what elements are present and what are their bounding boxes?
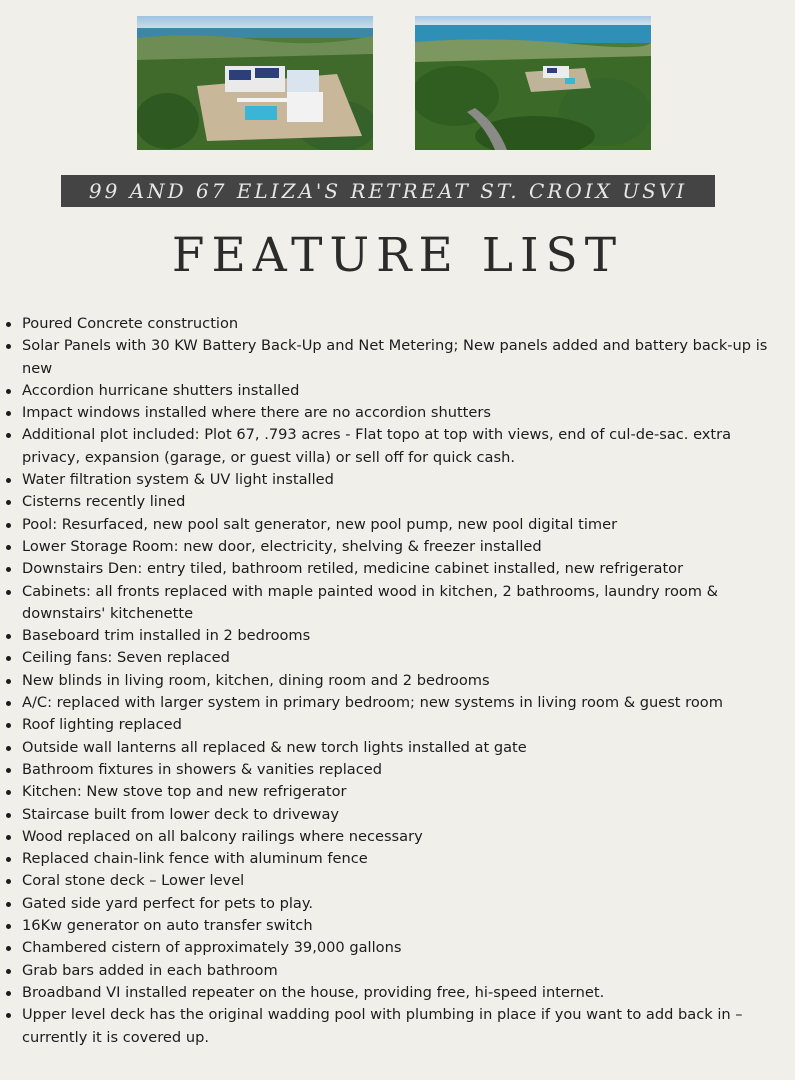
feature-item: Outside wall lanterns all replaced & new torch lights installed at gate: [0, 737, 795, 759]
feature-item: Baseboard trim installed in 2 bedrooms: [0, 625, 795, 647]
feature-item: A/C: replaced with larger system in primary bedroom; new systems in living room & guest room: [0, 692, 795, 714]
feature-item: Solar Panels with 30 KW Battery Back-Up and Net Metering; New panels added and battery back-up is new: [0, 335, 795, 380]
feature-item: Water filtration system & UV light installed: [0, 469, 795, 491]
aerial-hillside-photo: [415, 16, 651, 150]
feature-item: Pool: Resurfaced, new pool salt generator, new pool pump, new pool digital timer: [0, 514, 795, 536]
feature-list: [0, 313, 795, 1049]
feature-item: Coral stone deck – Lower level: [0, 870, 795, 892]
feature-item: Replaced chain-link fence with aluminum fence: [0, 848, 795, 870]
feature-item: Lower Storage Room: new door, electricity, shelving & freezer installed: [0, 536, 795, 558]
feature-item: Chambered cistern of approximately 39,000 gallons: [0, 937, 795, 959]
property-name-banner: [61, 175, 715, 207]
feature-item: Impact windows installed where there are no accordion shutters: [0, 402, 795, 424]
property-photo-right: [415, 16, 651, 150]
feature-item: New blinds in living room, kitchen, dining room and 2 bedrooms: [0, 670, 795, 692]
page-title: FEATURE LIST: [171, 228, 624, 283]
feature-item: 16Kw generator on auto transfer switch: [0, 915, 795, 937]
feature-item: Upper level deck has the original wadding pool with plumbing in place if you want to add back in – currently it is covered up.: [0, 1004, 795, 1049]
aerial-villa-photo: [137, 16, 373, 150]
feature-item: Cabinets: all fronts replaced with maple painted wood in kitchen, 2 bathrooms, laundry room & downstairs' kitchenette: [0, 581, 795, 626]
property-name: 99 AND 67 ELIZA'S RETREAT ST. CROIX USVI: [88, 179, 688, 203]
feature-item: Grab bars added in each bathroom: [0, 960, 795, 982]
feature-item: Staircase built from lower deck to driveway: [0, 804, 795, 826]
feature-item: Additional plot included: Plot 67, .793 acres - Flat topo at top with views, end of cul-de-sac. extra privacy, expansion (garage, or guest villa) or sell off for quick cash.: [0, 424, 795, 469]
feature-item: Kitchen: New stove top and new refrigerator: [0, 781, 795, 803]
feature-item: Broadband VI installed repeater on the house, providing free, hi-speed internet.: [0, 982, 795, 1004]
feature-item: Ceiling fans: Seven replaced: [0, 647, 795, 669]
property-photo-left: [137, 16, 373, 150]
feature-item: Gated side yard perfect for pets to play.: [0, 893, 795, 915]
feature-item: Cisterns recently lined: [0, 491, 795, 513]
feature-item: Wood replaced on all balcony railings where necessary: [0, 826, 795, 848]
feature-item: Roof lighting replaced: [0, 714, 795, 736]
feature-item: Bathroom fixtures in showers & vanities replaced: [0, 759, 795, 781]
feature-item: Accordion hurricane shutters installed: [0, 380, 795, 402]
feature-item: Poured Concrete construction: [0, 313, 795, 335]
feature-item: Downstairs Den: entry tiled, bathroom retiled, medicine cabinet installed, new refrigerator: [0, 558, 795, 580]
